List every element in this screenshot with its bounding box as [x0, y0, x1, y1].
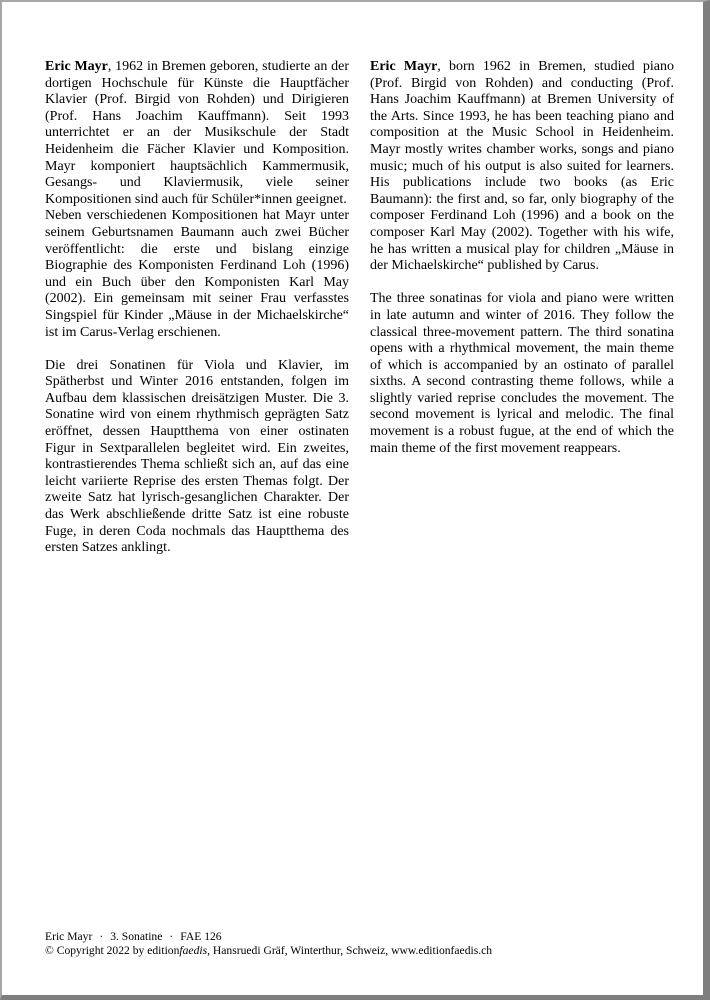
- german-bio-paragraph: [45, 59, 349, 208]
- footer-work-line: [45, 930, 492, 944]
- english-column: [370, 59, 674, 557]
- composer-name-english: Eric Mayr: [370, 59, 438, 74]
- footer-separator-dot: ·: [99, 930, 104, 943]
- composer-name-german: Eric Mayr: [45, 59, 108, 74]
- footer-separator-dot: ·: [169, 930, 174, 943]
- publisher-name: faedis: [179, 943, 208, 957]
- copyright-prefix: © Copyright 2022 by edition: [45, 943, 180, 957]
- english-sonatina-paragraph: The three sonatinas for viola and piano were written in late autumn and winter of 2016. They follow the classical three-movement pattern. The third sonatina opens with a rhythmical movement, the main theme of which is accompanied by an ostinato of parallel sixths. A second contrasting theme follows, while a slightly varied reprise concludes the movement. The second movement is lyrical and melodic. The final movement is a robust fugue, at the end of which the main theme of the first movement reappears.: [370, 291, 674, 456]
- footer-composer: Eric Mayr: [45, 930, 93, 943]
- copyright-suffix: , Hansruedi Gräf, Winterthur, Schweiz, www.editionfaedis.ch: [207, 943, 493, 957]
- page-footer: [45, 930, 492, 958]
- german-sonatina-paragraph: Die drei Sonatinen für Viola und Klavier, im Spätherbst und Winter 2016 entstanden, folgen im Aufbau dem klassischen dreisätzigen Muster. Die 3. Sonatine wird von einem rhythmisch geprägten Satz eröffnet, dessen Hauptthema von einer ostinaten Figur in Sextparallelen begleitet wird. Ein zweites, kontrastierendes Thema schließt sich an, auf das eine leicht variierte Reprise des ersten Themas folgt. Der zweite Satz hat lyrisch-gesanglichen Charakter. Der das Werk abschließende dritte Satz ist eine robuste Fuge, in deren Coda nochmals das Hauptthema des ersten Satzes anklingt.: [45, 357, 349, 556]
- footer-catalog-number: FAE 126: [180, 930, 222, 943]
- footer-work-title: 3. Sonatine: [110, 930, 163, 943]
- german-books-paragraph: Neben verschiedenen Kompositionen hat Mayr unter seinem Geburtsnamen Baumann auch zwei Bücher veröffentlicht: die erste und bislang einzige Biographie des Komponisten Ferdinand Loh (1996) und ein Buch über den Komponisten Karl May (2002). Ein gemeinsam mit seiner Frau verfasstes Singspiel für Kinder „Mäuse in der Michaelskirche“ ist im Carus-Verlag erschienen.: [45, 208, 349, 340]
- german-bio-text: , 1962 in Bremen geboren, studierte an der dortigen Hochschule für Künste die Hauptfächer Klavier (Prof. Birgid von Rohden) und Dirigieren (Prof. Hans Joachim Kauffmann). Seit 1993 unterrichtet er an der Musikschule der Stadt Heidenheim die Fächer Klavier und Komposition. Mayr komponiert hauptsächlich Kammermusik, Gesangs- und Klaviermusik, viele seiner Kompositionen sind auch für Schüler*innen geeignet.: [45, 59, 349, 207]
- english-bio-text: , born 1962 in Bremen, studied piano (Prof. Birgid von Rohden) and conducting (Prof. Hans Joachim Kauffmann) at Bremen University of the Arts. Since 1993, he has been teaching piano and composition at the Music School in Heidenheim. Mayr mostly writes chamber works, songs and piano music; much of his output is also suited for learners. His publications include two books (as Eric Baumann): the first and, so far, only biography of the composer Ferdinand Loh (1996) and a book on the composer Karl May (2002). Together with his wife, he has written a musical play for children „Mäuse in der Michaelskirche“ published by Carus.: [370, 59, 674, 274]
- english-bio-paragraph: [370, 59, 674, 275]
- footer-copyright-line: [45, 944, 492, 958]
- german-column: [45, 59, 349, 557]
- page-body: [2, 2, 703, 557]
